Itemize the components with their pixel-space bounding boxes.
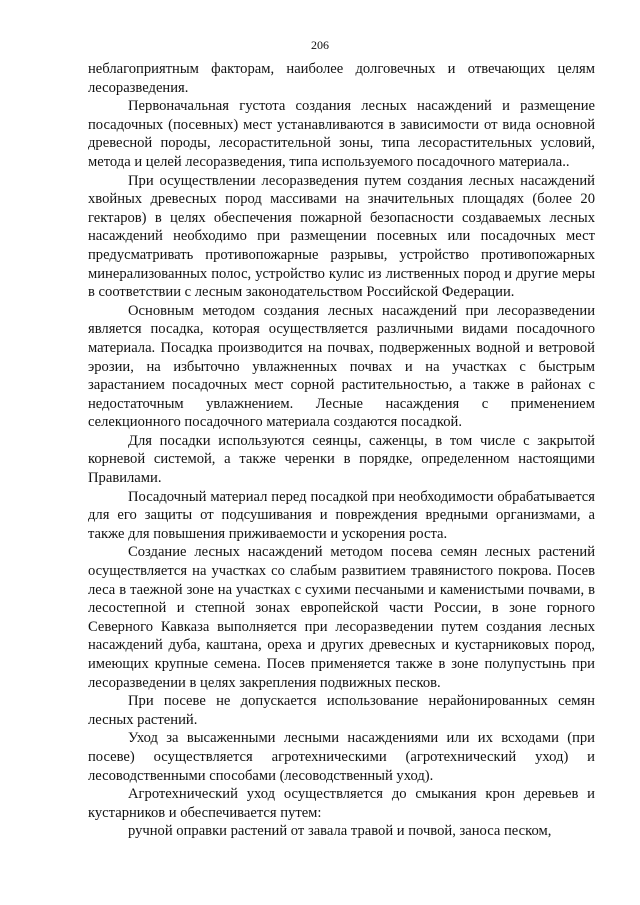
paragraph-11: ручной оправки растений от завала травой и почвой, заноса песком, (128, 823, 552, 840)
paragraph-3: При осуществлении лесоразведения путем создания лесных насаждений хвойных древесных пород массивами на значительных площадях (более 20 гектаров) в целях обеспечения пожарной безопасности создаваемых лесных насаждений необходимо при размещении посевных или посадочных мест предусматривать противопожарные разрывы, устройство противопожарных минерализованных полос, устройство кулис из лиственных пород и другие меры в соответствии с лесным законодательством Российской Федерации. (88, 172, 595, 301)
paragraph-2: Первоначальная густота создания лесных насаждений и размещение посадочных (посевных) мест устанавливаются в зависимости от вида основной древесной породы, лесорастительной зоны, типа лесорастительных условий, метода и целей лесоразведения, типа используемого посадочного материала.. (88, 98, 595, 170)
paragraph-9: Уход за высаженными лесными насаждениями или их всходами (при посеве) осуществляется агротехническими (агротехнический уход) и лесоводственными способами (лесоводственный уход). (88, 730, 595, 784)
paragraph-7: Создание лесных насаждений методом посева семян лесных растений осуществляется на участках со слабым развитием травянистого покрова. Посев леса в таежной зоне на участках с сухими песчаными и каменистыми почвами, в лесостепной и степной зонах европейской части России, в зоне горного Северного Кавказа выполняется при лесоразведении путем создания лесных насаждений дуба, каштана, ореха и других древесных и кустарниковых пород, имеющих крупные семена. Посев применяется также в зоне полупустынь при лесоразведении в целях закрепления подвижных песков. (88, 544, 595, 691)
paragraph-10: Агротехнический уход осуществляется до смыкания крон деревьев и кустарников и обеспечивается путем: (88, 786, 595, 821)
body-text (88, 60, 595, 841)
paragraph-5: Для посадки используются сеянцы, саженцы, в том числе с закрытой корневой системой, а также черенки в порядке, определенном настоящими Правилами. (88, 432, 595, 487)
paragraph-6: Посадочный материал перед посадкой при необходимости обрабатывается для его защиты от подсушивания и повреждения вредными организмами, а также для повышения приживаемости и ускорения роста. (88, 488, 595, 542)
paragraph-1: неблагоприятным факторам, наиболее долговечных и отвечающих целям лесоразведения. (88, 61, 595, 96)
page-number: 206 (311, 38, 329, 52)
paragraph-4: Основным методом создания лесных насаждений при лесоразведении является посадка, которая осуществляется различными видами посадочного материала. Посадка производится на почвах, подверженных водной и ветровой эрозии, на избыточно увлажненных почвах и на участках с быстрым зарастанием посадочных мест сорной растительностью, а также в районах с недостаточным увлажнением. Лесные насаждения с применением селекционного посадочного материала создаются посадкой. (88, 302, 595, 431)
paragraph-8: При посеве не допускается использование нерайонированных семян лесных растений. (88, 693, 595, 728)
